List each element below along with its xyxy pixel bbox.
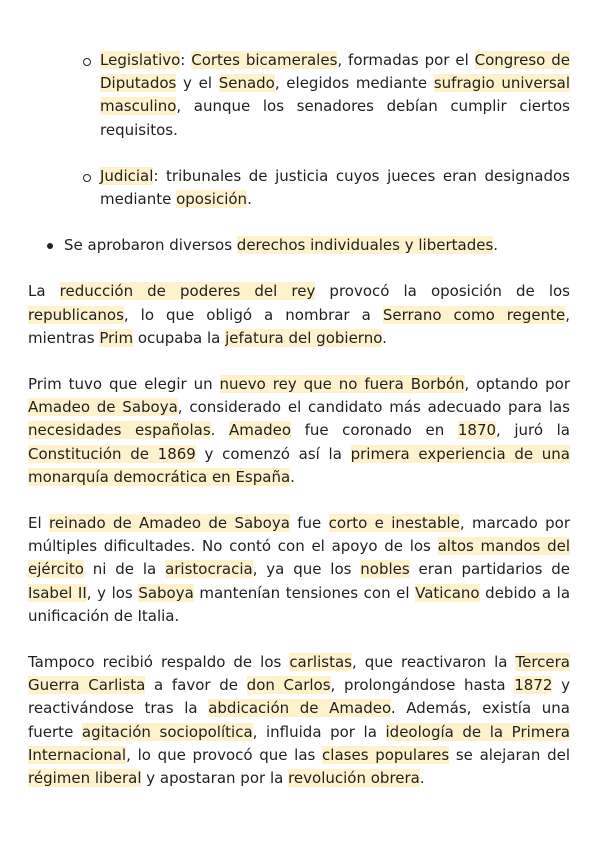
text-run: fue coronado en	[291, 421, 458, 440]
list-spacer	[28, 211, 570, 234]
paragraph-reinado-amadeo	[28, 512, 570, 628]
highlighted-text: Vaticano	[415, 583, 480, 602]
highlighted-text: abdicación de Amadeo	[208, 699, 391, 718]
text-run: La	[28, 282, 60, 301]
text-run: debido a la unificación de Italia.	[28, 583, 571, 625]
text-run: Prim tuvo que elegir un	[28, 375, 220, 394]
bullet-item-derechos	[64, 234, 570, 257]
highlighted-text: oposición	[176, 190, 248, 209]
highlighted-text: Amadeo de Saboya	[28, 398, 178, 417]
text-run: , lo que obligó a nombrar a	[123, 305, 383, 324]
highlighted-text: altos mandos del ejército	[28, 537, 571, 579]
sub-list	[28, 49, 570, 211]
text-run: .	[382, 328, 387, 347]
text-run: fue	[289, 514, 329, 533]
text-run: , influida por la	[252, 722, 386, 741]
text-run: , que reactivaron la	[351, 653, 516, 672]
highlighted-text: aristocracia	[165, 560, 253, 579]
highlighted-text: republicanos	[28, 305, 124, 324]
paragraph-carlistas	[28, 651, 570, 790]
highlighted-text: nuevo rey que no fuera Borbón	[219, 375, 465, 394]
text-run: , formadas por el	[337, 51, 475, 69]
highlighted-text: nobles	[360, 560, 410, 579]
highlighted-text: Tercera Guerra Carlista	[28, 653, 570, 695]
highlighted-text: Cortes bicamerales	[191, 51, 338, 69]
highlighted-text: Constitución de 1869	[28, 444, 196, 463]
text-run: .	[419, 769, 425, 788]
text-run: Se aprobaron diversos	[64, 236, 237, 255]
text-run: , lo que provocó que las	[126, 745, 323, 764]
highlighted-text: Saboya	[138, 583, 194, 602]
highlighted-text: don Carlos	[246, 676, 331, 695]
text-run: El	[28, 514, 49, 533]
highlighted-text: revolución obrera	[288, 769, 420, 788]
highlighted-text: Judicial	[100, 166, 154, 185]
text-run: provocó la oposición de los	[315, 282, 570, 301]
text-run: y comenzó así la	[195, 444, 351, 463]
highlighted-text: necesidades españolas	[28, 421, 211, 440]
text-run: y el	[176, 74, 219, 93]
text-run: .	[247, 190, 252, 209]
text-run: ocupaba la	[133, 328, 226, 347]
highlighted-text: corto e inestable	[328, 514, 460, 533]
text-run: . Además, existía una fuerte	[28, 699, 570, 741]
highlighted-text: Congreso de Diputados	[100, 51, 570, 93]
text-run: , optando por	[464, 375, 570, 394]
highlighted-text: Prim	[99, 328, 134, 347]
text-run: : tribunales de justicia cuyos jueces eran designados mediante	[100, 166, 570, 209]
highlighted-text: carlistas	[289, 653, 352, 672]
highlighted-text: Serrano como regente	[382, 305, 566, 324]
text-run: eran partidarios de	[409, 560, 571, 579]
highlighted-text: 1870	[457, 421, 497, 440]
text-run: :	[180, 51, 192, 69]
bullet-list	[28, 234, 570, 257]
text-run: , juró la	[496, 421, 570, 440]
text-run: ni de la	[83, 560, 166, 579]
text-run: .	[493, 236, 499, 255]
paragraph-reduccion-poderes	[28, 280, 570, 350]
highlighted-text: sufragio universal masculino	[100, 74, 570, 116]
text-run: , prolongándose hasta	[330, 676, 515, 695]
text-run: y reactivándose tras la	[28, 676, 570, 718]
highlighted-text: Isabel II	[28, 583, 87, 602]
highlighted-text: Amadeo	[229, 421, 291, 440]
highlighted-text: clases populares	[322, 745, 450, 764]
text-run: , y los	[86, 583, 139, 602]
highlighted-text: reducción de poderes del rey	[59, 282, 316, 301]
text-run: a favor de	[145, 676, 247, 695]
highlighted-text: reinado de Amadeo de Saboya	[48, 514, 290, 533]
text-run: , considerado el candidato más adecuado para las	[177, 398, 571, 417]
text-run: .	[290, 467, 295, 486]
text-run: .	[210, 421, 229, 440]
text-run: , aunque los senadores debían cumplir ciertos requisitos.	[100, 97, 570, 139]
text-run: , ya que los	[252, 560, 361, 579]
highlighted-text: Senado	[218, 74, 275, 93]
highlighted-text: ideología de la Primera Internacional	[28, 722, 571, 764]
highlighted-text: derechos individuales y libertades	[236, 236, 494, 255]
paragraph-eleccion-rey	[28, 373, 570, 489]
list-spacer	[28, 142, 570, 165]
text-run: mantenían tensiones con el	[193, 583, 416, 602]
highlighted-text: jefatura del gobierno	[225, 328, 383, 347]
text-run: , elegidos mediante	[274, 74, 434, 93]
highlighted-text: agitación sociopolítica	[81, 722, 253, 741]
sub-item-legislativo	[100, 49, 570, 142]
text-run: Tampoco recibió respaldo de los	[28, 653, 290, 672]
highlighted-text: primera experiencia de una monarquía democrática en España	[28, 444, 571, 486]
sub-item-judicial	[100, 165, 570, 211]
text-run: se alejaran del	[449, 745, 571, 764]
highlighted-text: 1872	[514, 676, 553, 695]
highlighted-text: Legislativo	[100, 51, 181, 69]
text-run: , mientras	[28, 305, 570, 347]
text-run: y apostaran por la	[141, 769, 289, 788]
document-page	[28, 49, 570, 790]
text-run: , marcado por múltiples dificultades. No contó con el apoyo de los	[28, 514, 570, 556]
highlighted-text: régimen liberal	[28, 769, 142, 788]
